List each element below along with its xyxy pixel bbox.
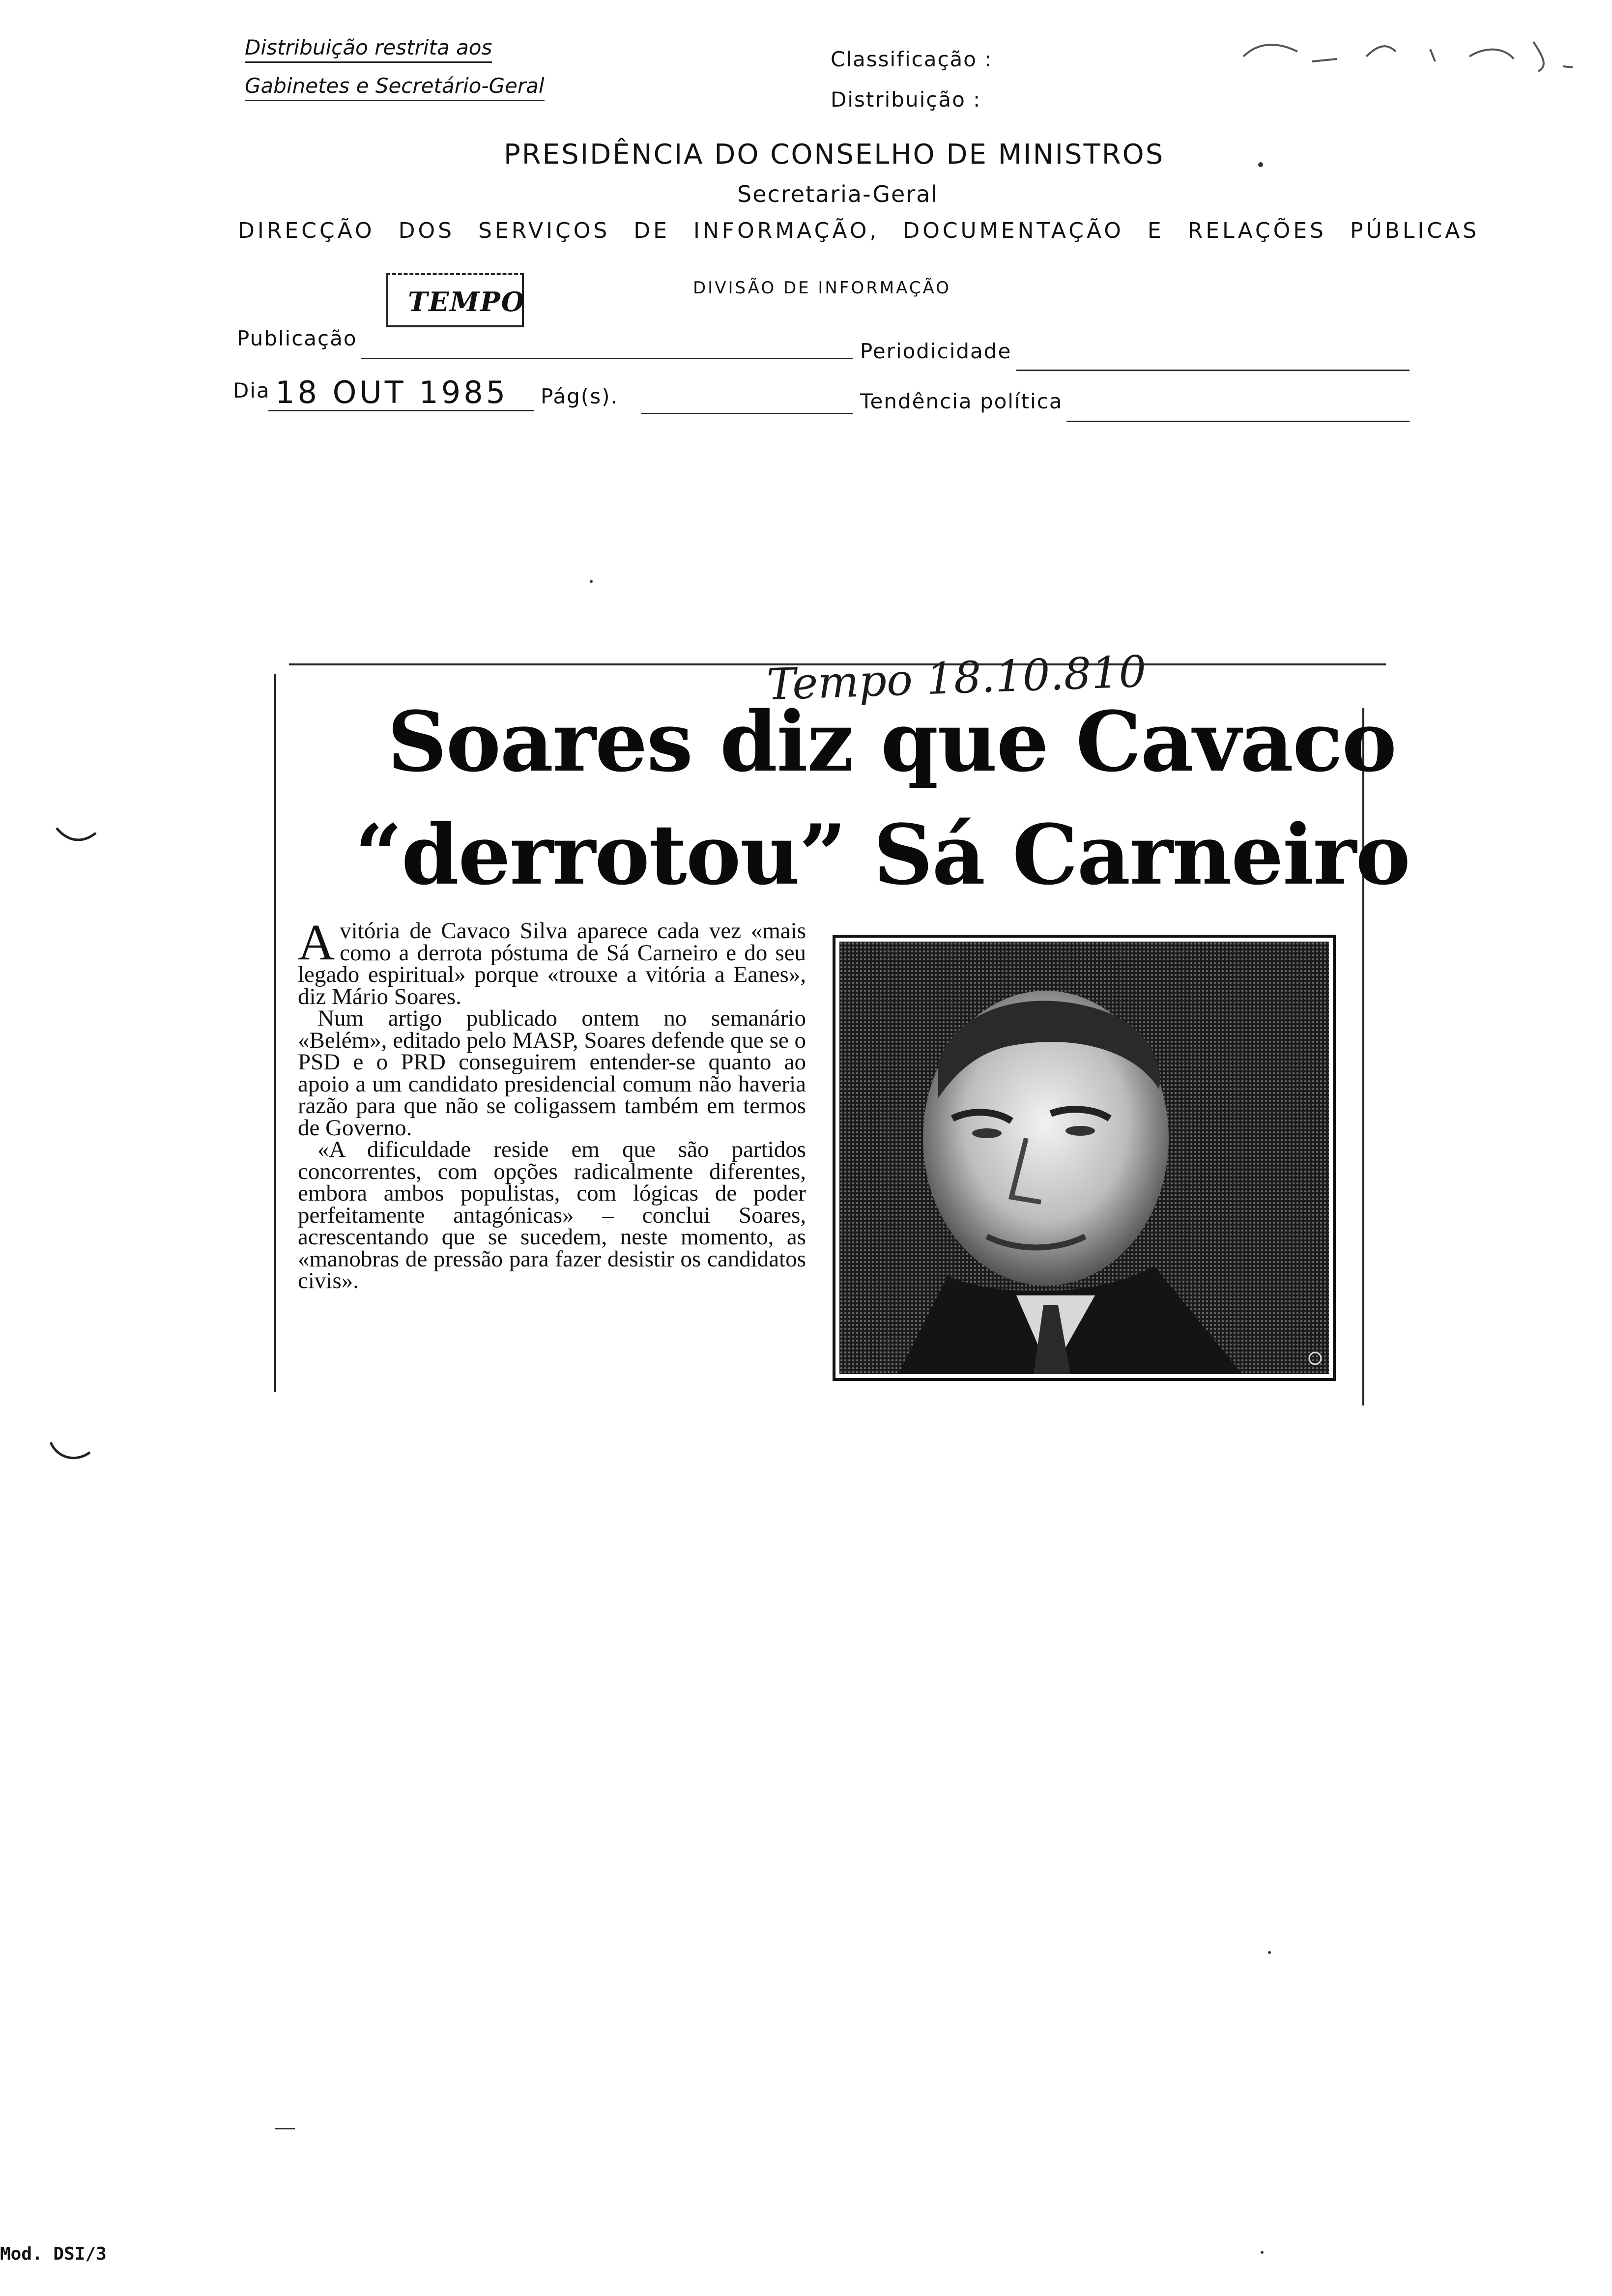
division-title: DIVISÃO DE INFORMAÇÃO [693, 278, 951, 298]
pags-line [641, 413, 853, 414]
portrait-image [839, 942, 1329, 1374]
article-paragraph-3: «A dificuldade reside em que são partidos concorrentes, com opções radicalmente diferentes, embora ambos populistas, com lógicas de poder perfeitamente antagónicas» – conclui Soares, acrescentando que se sucedem, neste momento, as «manobras de pressão para fazer desistir os candidatos civis». [298, 1137, 806, 1293]
margin-mark-icon [48, 1440, 92, 1464]
article-dropcap: A [298, 914, 335, 971]
article-paragraph-1: Avitória de Cavaco Silva aparece cada vez «mais como a derrota póstuma de Sá Carneiro e do seu legado espiritual» porque «trouxe a vitória a Eanes», diz Mário Soares. [298, 914, 806, 1009]
dia-value: 18 OUT 1985 [275, 374, 509, 410]
headline-line2: “derrotou” Sá Carneiro [355, 806, 1410, 903]
directorate-title: DIRECÇÃO DOS SERVIÇOS DE INFORMAÇÃO, DOCUMENTAÇÃO E RELAÇÕES PÚBLICAS [238, 218, 1480, 243]
publicacao-line [361, 358, 853, 359]
ministry-title: PRESIDÊNCIA DO CONSELHO DE MINISTROS [504, 139, 1165, 171]
portrait-photo [833, 935, 1336, 1381]
article-paragraph-2: Num artigo publicado ontem no semanário «Belém», editado pelo MASP, Soares defende que se o PSD e o PRD conseguirem entender-se quanto ao apoio a um candidato presidencial comum não haveria razão para que não se coligassem também em termos de Governo. [298, 1005, 806, 1141]
publication-stamp [386, 273, 524, 327]
stray-mark [275, 2128, 295, 2129]
dia-label: Dia [233, 378, 270, 402]
publicacao-label: Publicação [237, 326, 357, 350]
periodicidade-line [1016, 370, 1410, 371]
stamp-text: TEMPO [408, 286, 525, 317]
speck-mark [590, 580, 593, 583]
margin-mark-icon [54, 826, 98, 845]
headline-line1: Soares diz que Cavaco [387, 693, 1396, 790]
dia-line [268, 410, 534, 411]
tendencia-line [1066, 421, 1410, 422]
corner-handwriting-icon [1238, 27, 1583, 76]
pags-label: Pág(s). [541, 384, 618, 408]
handwritten-date-note: Tempo 18.10.810 [766, 646, 1148, 710]
distribuicao-label: Distribuição : [831, 87, 981, 112]
classificacao-label: Classificação : [831, 47, 993, 71]
form-model-code: Mod. DSI/3 [0, 2244, 107, 2264]
secretaria-geral: Secretaria-Geral [737, 181, 939, 207]
restricted-distribution-line1: Distribuição restrita aos [245, 35, 492, 63]
dot-mark [1258, 162, 1263, 167]
periodicidade-label: Periodicidade [860, 339, 1012, 363]
speck-mark [1268, 1951, 1271, 1954]
restricted-distribution-line2: Gabinetes e Secretário-Geral [245, 74, 545, 101]
speck-mark [1261, 2251, 1264, 2254]
tendencia-label: Tendência política [860, 389, 1063, 413]
article-body [298, 914, 806, 1293]
clipping-left-border [274, 674, 276, 1392]
